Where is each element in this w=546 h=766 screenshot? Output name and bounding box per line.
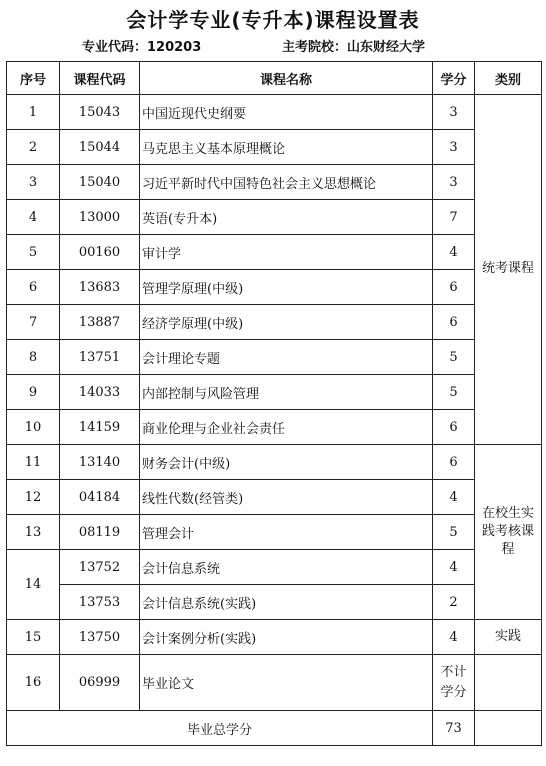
credit-line-1: 不计 — [440, 665, 467, 680]
table-row — [7, 480, 542, 515]
credit-line-2: 学分 — [440, 684, 467, 700]
row-credit: 5 — [433, 340, 475, 375]
table-row — [7, 200, 542, 235]
row-code: 13752 — [60, 550, 140, 585]
row-no: 15 — [7, 620, 60, 655]
row-name: 会计理论专题 — [140, 340, 433, 375]
row-name: 管理学原理(中级) — [140, 270, 433, 305]
row-no: 11 — [7, 445, 60, 480]
row-credit: 6 — [433, 410, 475, 445]
row-no: 8 — [7, 340, 60, 375]
total-label: 毕业总学分 — [7, 711, 433, 746]
header-credit: 学分 — [433, 62, 475, 95]
row-credit: 2 — [433, 585, 475, 620]
row-no: 7 — [7, 305, 60, 340]
table-row — [7, 655, 542, 711]
row-code: 08119 — [60, 515, 140, 550]
row-code: 00160 — [60, 235, 140, 270]
row-name: 英语(专升本) — [140, 200, 433, 235]
row-code: 15043 — [60, 95, 140, 130]
row-code: 13000 — [60, 200, 140, 235]
row-name: 审计学 — [140, 235, 433, 270]
total-category-empty — [475, 711, 542, 746]
row-credit: 6 — [433, 305, 475, 340]
table-row — [7, 165, 542, 200]
table-header-row — [7, 62, 542, 95]
row-code: 13753 — [60, 585, 140, 620]
row-no: 6 — [7, 270, 60, 305]
category-school-practice: 在校生实践考核课程 — [475, 445, 542, 620]
row-code: 04184 — [60, 480, 140, 515]
row-name: 马克思主义基本原理概论 — [140, 130, 433, 165]
row-name: 财务会计(中级) — [140, 445, 433, 480]
table-row — [7, 620, 542, 655]
row-no: 14 — [7, 550, 60, 620]
row-name: 中国近现代史纲要 — [140, 95, 433, 130]
row-no: 5 — [7, 235, 60, 270]
row-no: 16 — [7, 655, 60, 711]
row-no: 9 — [7, 375, 60, 410]
row-name: 经济学原理(中级) — [140, 305, 433, 340]
row-name: 内部控制与风险管理 — [140, 375, 433, 410]
row-name: 线性代数(经管类) — [140, 480, 433, 515]
table-row — [7, 550, 542, 585]
major-code: 专业代码：120203 — [82, 40, 202, 55]
row-code: 13683 — [60, 270, 140, 305]
row-no: 12 — [7, 480, 60, 515]
row-code: 13751 — [60, 340, 140, 375]
row-credit: 5 — [433, 375, 475, 410]
row-no: 13 — [7, 515, 60, 550]
row-credit: 7 — [433, 200, 475, 235]
row-code: 14033 — [60, 375, 140, 410]
table-row — [7, 235, 542, 270]
table-row — [7, 585, 542, 620]
row-code: 15040 — [60, 165, 140, 200]
category-empty — [475, 655, 542, 711]
page-title: 会计学专业(专升本)课程设置表 — [126, 8, 420, 32]
row-credit: 6 — [433, 445, 475, 480]
row-credit: 6 — [433, 270, 475, 305]
table-row — [7, 515, 542, 550]
row-name: 会计案例分析(实践) — [140, 620, 433, 655]
row-credit: 3 — [433, 95, 475, 130]
row-no: 4 — [7, 200, 60, 235]
table-row — [7, 270, 542, 305]
table-row — [7, 305, 542, 340]
category-practice: 实践 — [475, 620, 542, 655]
row-no: 1 — [7, 95, 60, 130]
header-name: 课程名称 — [140, 62, 433, 95]
host-school: 主考院校：山东财经大学 — [282, 40, 426, 55]
category-unified-exam: 统考课程 — [475, 95, 542, 445]
row-name: 商业伦理与企业社会责任 — [140, 410, 433, 445]
table-row — [7, 340, 542, 375]
row-name: 毕业论文 — [140, 655, 433, 711]
row-credit: 5 — [433, 515, 475, 550]
row-no: 10 — [7, 410, 60, 445]
table-row — [7, 410, 542, 445]
row-no: 2 — [7, 130, 60, 165]
table-row — [7, 130, 542, 165]
table-row — [7, 95, 542, 130]
row-credit-not-counted — [433, 655, 475, 711]
header-category: 类别 — [475, 62, 542, 95]
table-row — [7, 445, 542, 480]
row-no: 3 — [7, 165, 60, 200]
row-name: 会计信息系统(实践) — [140, 585, 433, 620]
row-code: 13140 — [60, 445, 140, 480]
row-code: 13750 — [60, 620, 140, 655]
total-value: 73 — [433, 711, 475, 746]
row-name: 会计信息系统 — [140, 550, 433, 585]
table-row — [7, 375, 542, 410]
row-name: 习近平新时代中国特色社会主义思想概论 — [140, 165, 433, 200]
row-credit: 4 — [433, 620, 475, 655]
row-credit: 4 — [433, 550, 475, 585]
total-row — [7, 711, 542, 746]
header-no: 序号 — [7, 62, 60, 95]
row-credit: 3 — [433, 165, 475, 200]
row-name: 管理会计 — [140, 515, 433, 550]
row-credit: 3 — [433, 130, 475, 165]
row-code: 13887 — [60, 305, 140, 340]
row-credit: 4 — [433, 480, 475, 515]
course-table — [6, 61, 542, 746]
row-code: 06999 — [60, 655, 140, 711]
header-code: 课程代码 — [60, 62, 140, 95]
row-credit: 4 — [433, 235, 475, 270]
row-code: 14159 — [60, 410, 140, 445]
row-code: 15044 — [60, 130, 140, 165]
